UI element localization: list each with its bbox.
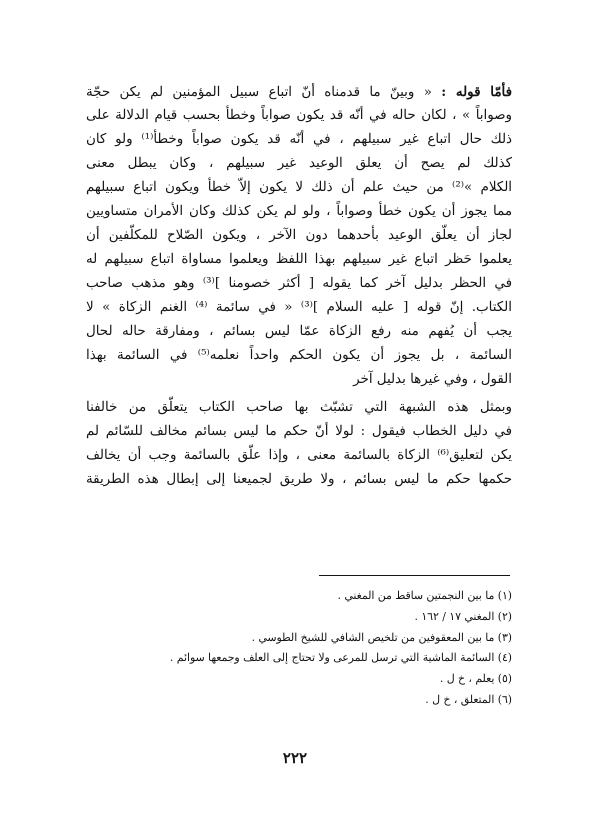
text-line: فأمّا قوله : « وبينّ ما قدمناه أنّ اتباع سبيل المؤمنين لم يكن حجّة xyxy=(86,84,512,100)
text-line: يعلموا حَظر اتباع غير سبيلهم بهذا اللفظ ويعلموا مساواة اتباع سبيلهم له xyxy=(86,252,512,267)
text-line: في الحظر بدليل آخر كما يقوله [ أكثر خصومنا ]⁽³⁾ وهو مذهب صاحب xyxy=(86,276,512,291)
text-line: لجاز أن يعلّق الوعيد بأحدهما دون الآخر ، ويكون الصّلاح للمكلّفين أن xyxy=(86,228,512,243)
paragraph-1 xyxy=(86,80,512,392)
text-line: يجب أن يُفهم منه رفع الزكاة عمّا ليس بسائم ، ومفارقة حاله لحال xyxy=(86,324,512,339)
footnote: (٤) السائمة الماشية التي ترسل للمرعى ولا تحتاج إلى العلف وجمعها سوائم . xyxy=(169,651,512,665)
text-line: ذلك حال اتباع غير سبيلهم ، في أنّه قد يكون صواباً وخطأ⁽¹⁾ ولو كان xyxy=(86,132,512,147)
footnote: (١) ما بين النجمتين ساقط من المغني . xyxy=(337,589,512,602)
text-line: في دليل الخطاب فيقول : لولا أنّ حكم ما ليس بسائم مخالف للسّائم لم xyxy=(86,424,512,439)
main-text xyxy=(86,80,512,492)
footnote: (٣) ما بين المعقوفين من تلخيص الشافي للشيخ الطوسي . xyxy=(251,630,512,644)
text-line: الكتاب. إنّ قوله [ عليه السلام ]⁽³⁾ « في سائمة ⁽⁴⁾ الغنم الزكاة » لا xyxy=(86,300,512,315)
text-line: السائمة ، بل يجوز أن يكون الحكم واحداً نعلمه⁽⁵⁾ في السائمة بهذا xyxy=(86,348,512,363)
footnote: (٥) يعلم ، خ ل . xyxy=(439,672,512,686)
footnote: (٦) المتعلق ، خ ل . xyxy=(425,692,512,706)
text-line: يكن لتعليق⁽⁶⁾ الزكاة بالسائمة معنى ، وإذا علّق بالسائمة وجب أن يخالف xyxy=(86,448,512,463)
text-line: وبمثل هذه الشبهة التي تشبّث بها صاحب الكتاب يتعلّق من خالفنا xyxy=(86,400,512,415)
paragraph-2 xyxy=(86,396,512,492)
page-number: ٢٢٢ xyxy=(282,749,308,767)
text-line: مما يجوز أن يكون خطأ وصواباً ، ولو لم يكن كذلك وكان الأمران متساويين xyxy=(86,204,512,219)
footnotes xyxy=(160,586,512,711)
lead-phrase: فأمّا قوله : xyxy=(441,84,512,100)
footnote: (٢) المغني ١٧ / ١٦٢ . xyxy=(414,609,512,623)
text-line: وصواباً » ، لكان حاله في أنّه قد يكون صواباً وخطأ بحسب قيام الدلالة على xyxy=(86,108,512,123)
text-line: الكلام »⁽²⁾ من حيث علم أن ذلك لا يكون إلاّ خطأ ويكون اتباع سبيلهم xyxy=(86,180,512,195)
text-line: كذلك لم يصح أن يعلق الوعيد غير سبيلهم ، وكان يبطل معنى xyxy=(86,156,512,171)
text-line: القول ، وفي غيرها بدليل آخر xyxy=(353,372,512,387)
footnote-divider xyxy=(319,575,510,576)
text-line: حكمها حكم ما ليس بسائم ، ولا طريق لجميعنا إلى إبطال هذه الطريقة xyxy=(86,472,512,487)
